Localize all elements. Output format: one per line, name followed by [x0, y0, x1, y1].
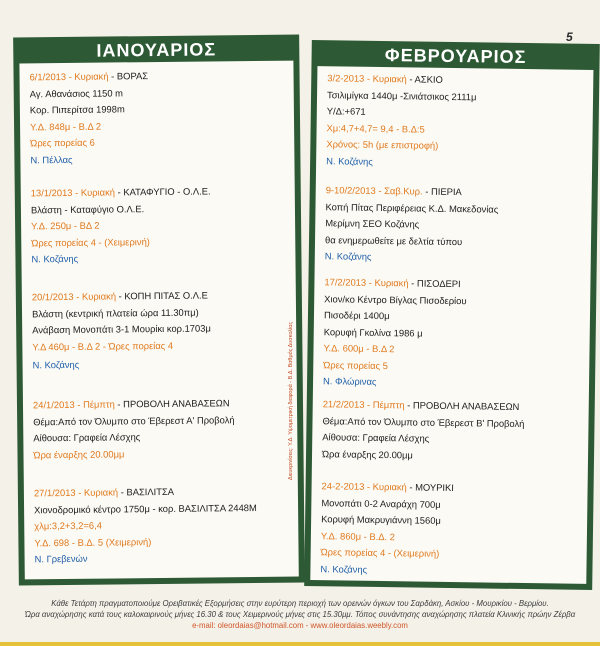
- event-entry: 3/2-2013 - Κυριακή - ΑΣΚΙΟ Τσιλιμίγκα 1440μ -Σινιάτσικος 2111μ Υ/Δ:+671 Χμ:4,7+4,7= 9,4 - Β.Δ:5 Χρόνος: 5h (με επιστροφή) Ν. Κοζάνης: [326, 70, 587, 173]
- event-hours: Ώρες πορείας 6: [30, 136, 95, 149]
- january-column: [13, 35, 305, 586]
- january-title: ΙΑΝΟΥΑΡΙΟΣ: [96, 39, 217, 61]
- event-detail: Κορ. Πιπερίτσα 1998m: [29, 103, 125, 116]
- footer-line-1: Κάθε Τετάρτη πραγματοποιούμε Ορειβατικές Εξορμήσεις στην ευρύτερη περιοχή των ορεινών όγκων του Σαρδάκη, Ασκίου - Μουρικίου - Βερμίου.: [51, 599, 549, 608]
- event-detail: Βλάστη - Καταφύγιο Ο.Λ.Ε.: [30, 202, 145, 215]
- event-day: Πέμπτη: [82, 398, 115, 410]
- event-place: ΠΙΕΡΙΑ: [430, 185, 462, 198]
- event-date: 27/1/2013: [33, 486, 76, 499]
- event-day: Σαβ.Κυρ.: [384, 185, 423, 197]
- event-region: Ν. Φλώρινας: [322, 375, 377, 387]
- event-date: 21/2/2013: [322, 398, 365, 410]
- legend-note: Διευκρινίσεις: Υ.Δ. Υψομετρική διαφορά - Β.Δ. Βαθμός Δυσκολίας: [288, 321, 294, 480]
- event-place: ΚΟΠΗ ΠΙΤΑΣ Ο.Λ.Ε: [124, 289, 208, 302]
- footer-line-2: Ώρα αναχώρησης κατά τους καλοκαιρινούς μήνες 16.30 & τους Χειμερινούς μήνες στις 15.30μμ. Τόπος συνάντησης αναχώρησης πλατεία Κλινικής πρώην Ζέρβα: [24, 610, 576, 619]
- event-detail: Ώρα έναρξης 20.00μμ: [321, 447, 413, 460]
- event-detail: Υ/Δ:+671: [326, 105, 366, 117]
- event-detail: Κορυφή Γκολίνα 1986 μ: [323, 325, 423, 339]
- event-place: ΜΟΥΡΙΚΙ: [415, 481, 455, 494]
- february-body: [310, 66, 593, 584]
- event-date: 3/2-2013: [327, 72, 365, 84]
- event-hours: Ώρες πορείας 4 - (Χειμερινή): [320, 546, 440, 559]
- event-date: 17/2/2013: [324, 276, 367, 288]
- event-detail: Κορυφή Μακρυγιάννη 1560μ: [321, 513, 441, 526]
- event-hours: Υ.Δ. 698 - Β.Δ. 5 (Χειμερινή): [34, 535, 152, 548]
- event-region: Ν. Κοζάνης: [324, 250, 372, 262]
- february-column: [304, 40, 600, 590]
- event-entry: 21/2/2013 - Πέμπτη - ΠΡΟΒΟΛΗ ΑΝΑΒΑΣΕΩΝ Θέμα:Από τον Όλυμπο στο Έβερεστ Β' Προβολή Αίθουσα: Γραφεία Λέσχης Ώρα έναρξης 20.00μμ: [322, 396, 583, 466]
- event-detail: Αίθουσα: Γραφεία Λέσχης: [33, 431, 141, 444]
- footer-contact: [0, 620, 600, 631]
- event-detail: Θέμα:Από τον Όλυμπο στο Έβερεστ Β' Προβολή: [322, 414, 525, 429]
- event-stats: Υ.Δ. 848μ - Β.Δ 2: [30, 120, 102, 132]
- email-link[interactable]: oleordaias@hotmail.com: [217, 621, 304, 630]
- event-detail: θα ενημερωθείτε με δελτία τύπου: [324, 233, 463, 247]
- event-detail: Μερίμνη ΣΕΟ Κοζάνης: [325, 217, 420, 230]
- event-stats: Χμ:4,7+4,7= 9,4 - Β.Δ:5: [326, 121, 425, 135]
- event-hours: Χρόνος: 5h (με επιστροφή): [326, 138, 439, 151]
- event-detail: Αίθουσα: Γραφεία Λέσχης: [322, 431, 430, 444]
- event-day: Κυριακή: [374, 276, 409, 289]
- event-region: Ν. Γρεβενών: [34, 552, 88, 565]
- event-region: Ν. Κοζάνης: [326, 154, 373, 167]
- event-detail: Αγ. Αθανάσιος 1150 m: [29, 86, 124, 99]
- event-day: Κυριακή: [372, 72, 407, 85]
- event-detail: Χιον/κο Κέντρο Βίγλας Πισοδερίου: [324, 292, 467, 306]
- event-date: 13/1/2013: [30, 186, 73, 199]
- event-hours: Ώρες πορείας 5: [323, 358, 388, 371]
- event-place: ΠΡΟΒΟΛΗ ΑΝΑΒΑΣΕΩΝ: [412, 399, 520, 412]
- bottom-bar: [0, 642, 600, 646]
- event-entry: 20/1/2013 - Κυριακή - ΚΟΠΗ ΠΙΤΑΣ Ο.Λ.Ε Βλάστη (κεντρική πλατεία ώρα 11.30πμ) Ανάβαση Μονοπάτι 3-1 Μουρίκι κορ.1703μ Υ.Δ 460μ - Β.Δ 2 - Ώρες πορείας 4 Ν. Κοζάνης: [32, 287, 291, 374]
- event-date: 6/1/2013: [29, 70, 67, 83]
- event-place: ΒΑΣΙΛΙΤΣΑ: [126, 485, 175, 498]
- event-day: Κυριακή: [372, 480, 407, 493]
- event-stats: Υ.Δ. 250μ - ΒΔ 2: [31, 219, 100, 232]
- event-region: Ν. Πέλλας: [30, 153, 73, 165]
- event-day: Κυριακή: [74, 70, 109, 82]
- event-entry: 24/1/2013 - Πέμπτη - ΠΡΟΒΟΛΗ ΑΝΑΒΑΣΕΩΝ Θέμα:Από τον Όλυμπο στο Έβερεστ Α' Προβολή Αίθουσα: Γραφεία Λέσχης Ώρα έναρξης 20.00μμ: [33, 395, 292, 464]
- february-title: ΦΕΒΡΟΥΑΡΙΟΣ: [384, 45, 527, 68]
- january-body: [19, 61, 298, 580]
- event-stats: χλμ:3,2+3,2=6,4: [34, 519, 102, 532]
- event-detail: Τσιλιμίγκα 1440μ -Σινιάτσικος 2111μ: [326, 88, 477, 102]
- event-day: Κυριακή: [81, 290, 117, 302]
- event-region: Ν. Κοζάνης: [31, 252, 79, 265]
- page-number: 5: [566, 30, 573, 44]
- event-hours: Ώρα έναρξης 20.00μμ: [33, 447, 125, 460]
- event-region: Ν. Κοζάνης: [320, 562, 368, 575]
- event-place: ΠΙΣΟΔΕΡΙ: [416, 277, 461, 290]
- event-region: Ν. Κοζάνης: [32, 358, 80, 371]
- event-stats: Υ.Δ 460μ - Β.Δ 2 - Ώρες πορείας 4: [32, 339, 174, 352]
- event-entry: 13/1/2013 - Κυριακή - ΚΑΤΑΦΥΓΙΟ - Ο.Λ.Ε. Βλάστη - Καταφύγιο Ο.Λ.Ε. Υ.Δ. 250μ - ΒΔ 2 Ώρες πορείας 4 - (Χειμερινή) Ν. Κοζάνης: [31, 183, 290, 268]
- event-detail: Ανάβαση Μονοπάτι 3-1 Μουρίκι κορ.1703μ: [32, 322, 211, 336]
- footer: [0, 598, 600, 631]
- event-day: Πέμπτη: [372, 398, 405, 411]
- email-label: e-mail:: [192, 621, 216, 630]
- website-link[interactable]: www.oleordaias.weebly.com: [310, 621, 408, 630]
- event-detail: Χιονοδρομικό κέντρο 1750μ - κορ. ΒΑΣΙΛΙΤΣΑ 2448Μ: [34, 501, 257, 515]
- event-detail: Μονοπάτι 0-2 Αναράχη 700μ: [321, 496, 441, 510]
- event-entry: 17/2/2013 - Κυριακή - ΠΙΣΟΔΕΡΙ Χιον/κο Κέντρο Βίγλας Πισοδερίου Πισοδέρι 1400μ Κορυφή Γκολίνα 1986 μ Υ.Δ. 600μ - Β.Δ 2 Ώρες πορείας 5 Ν. Φλώρινας: [323, 274, 585, 393]
- event-day: Κυριακή: [83, 486, 119, 498]
- event-date: 24/1/2013: [32, 398, 75, 411]
- event-date: 24-2-2013: [321, 480, 365, 492]
- event-date: 20/1/2013: [31, 290, 74, 303]
- event-place: ΒΟΡΑΣ: [116, 70, 149, 82]
- event-place: ΚΑΤΑΦΥΓΙΟ - Ο.Λ.Ε.: [123, 185, 211, 198]
- event-date: 9-10/2/2013: [325, 184, 376, 196]
- event-hours: Ώρες πορείας 4 - (Χειμερινή): [31, 235, 150, 248]
- event-detail: Πισοδέρι 1400μ: [323, 309, 390, 322]
- event-day: Κυριακή: [80, 186, 116, 198]
- event-place: ΠΡΟΒΟΛΗ ΑΝΑΒΑΣΕΩΝ: [123, 397, 230, 410]
- contact-separator: -: [305, 621, 309, 630]
- event-entry: 9-10/2/2013 - Σαβ.Κυρ. - ΠΙΕΡΙΑ Κοπή Πίτας Περιφέρειας Κ.Δ. Μακεδονίας Μερίμνη ΣΕΟ Κοζάνης θα ενημερωθείτε με δελτία τύπου Ν. Κοζάνης: [325, 182, 586, 268]
- event-entry: 6/1/2013 - Κυριακή - ΒΟΡΑΣ Αγ. Αθανάσιος 1150 m Κορ. Πιπερίτσα 1998m Υ.Δ. 848μ - Β.Δ 2 Ώρες πορείας 6 Ν. Πέλλας: [29, 67, 288, 169]
- event-place: ΑΣΚΙΟ: [414, 73, 443, 85]
- event-detail: Κοπή Πίτας Περιφέρειας Κ.Δ. Μακεδονίας: [325, 200, 499, 215]
- event-stats: Υ.Δ. 860μ - Β.Δ. 2: [320, 529, 396, 542]
- event-stats: Υ.Δ. 600μ - Β.Δ 2: [323, 342, 395, 355]
- event-detail: Βλάστη (κεντρική πλατεία ώρα 11.30πμ): [31, 306, 199, 319]
- event-entry: 27/1/2013 - Κυριακή - ΒΑΣΙΛΙΤΣΑ Χιονοδρομικό κέντρο 1750μ - κορ. ΒΑΣΙΛΙΤΣΑ 2448Μ χλμ:3,2+3,2=6,4 Υ.Δ. 698 - Β.Δ. 5 (Χειμερινή) Ν. Γρεβενών: [34, 483, 293, 568]
- event-entry: 24-2-2013 - Κυριακή - ΜΟΥΡΙΚΙ Μονοπάτι 0-2 Αναράχη 700μ Κορυφή Μακρυγιάννη 1560μ Υ.Δ. 860μ - Β.Δ. 2 Ώρες πορείας 4 - (Χειμερινή) Ν. Κοζάνης: [320, 478, 581, 581]
- event-detail: Θέμα:Από τον Όλυμπο στο Έβερεστ Α' Προβολή: [33, 413, 235, 427]
